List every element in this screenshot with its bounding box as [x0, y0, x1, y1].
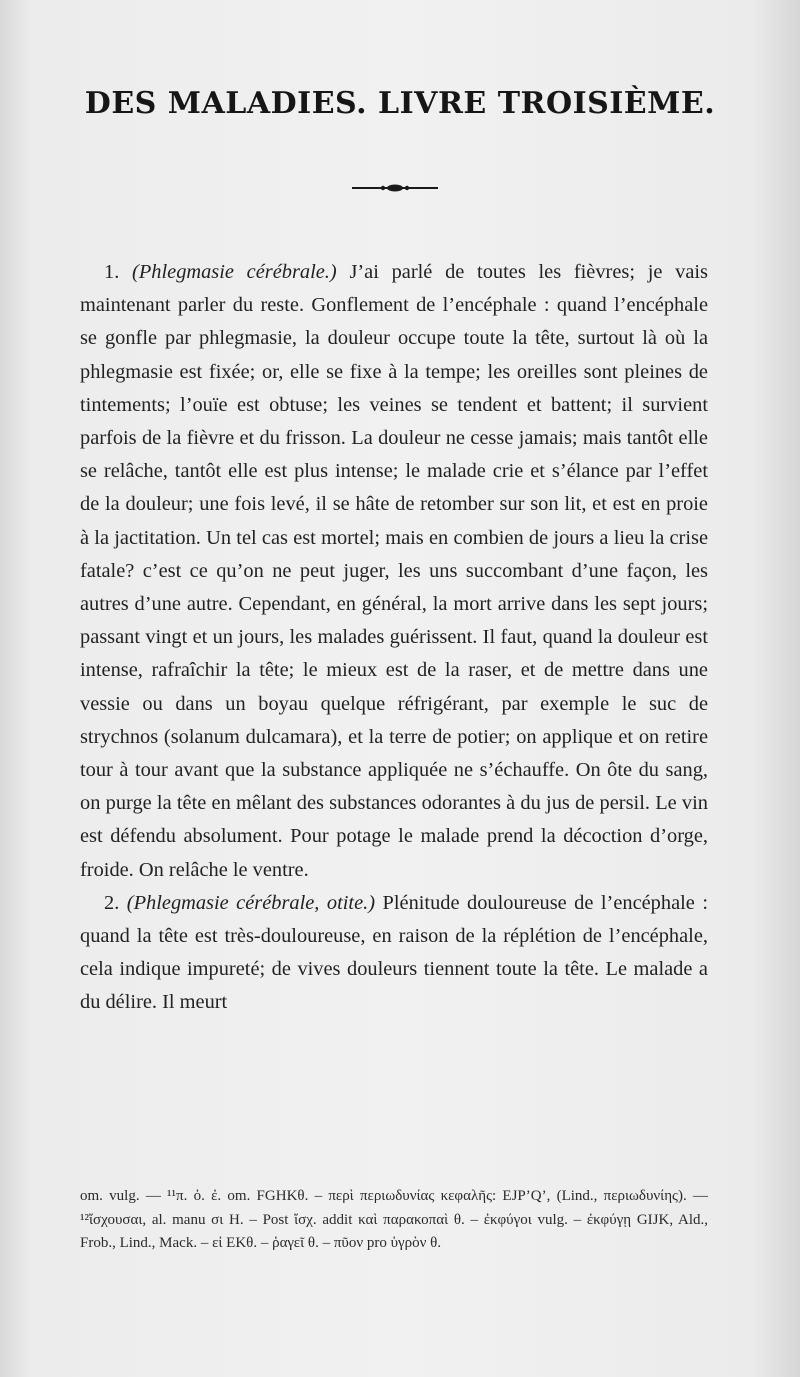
- ornament-divider-icon: [350, 180, 440, 196]
- paragraph-number: 1.: [104, 261, 120, 283]
- main-text: [80, 256, 708, 1020]
- running-header-title: DES MALADIES. LIVRE TROISIÈME.: [84, 86, 716, 121]
- paragraph-body: Plénitude douloureuse de l’encéphale : quand la tête est très-douloureuse, en raison de la réplétion de l’encéphale, cela indique impureté; de vives douleurs tiennent toute la tête. Le malade a du délire. Il meurt: [80, 891, 708, 1014]
- paragraph-heading: (Phlegmasie cérébrale.): [132, 261, 337, 283]
- paragraph-body: J’ai parlé de toutes les fièvres; je vais maintenant parler du reste. Gonflement de l’encéphale : quand l’encéphale se gonfle par phlegmasie, la douleur occupe toute la tête, surtout là où la phlegmasie est fixée; or, elle se fixe à la tempe; les oreilles sont pleines de tintements; l’ouïe est obtuse; les veines se tendent et battent; il survient parfois de la fièvre et du frisson. La douleur ne cesse jamais; mais tantôt elle se relâche, tantôt elle est plus intense; le malade crie et s’élance par l’effet de la douleur; une fois levé, il se hâte de retomber sur son lit, et est en proie à la jactitation. Un tel cas est mortel; mais en combien de jours a lieu la crise fatale? c’est ce qu’on ne peut juger, les uns succombant d’une façon, les autres d’une autre. Cependant, en général, la mort arrive dans les sept jours; passant vingt et un jours, les malades guérissent. Il faut, quand la douleur est intense, rafraîchir la tête; le mieux est de la raser, et de mettre dans une vessie ou dans un boyau quelque réfrigérant, par exemple le suc de strychnos (solanum dulcamara), et la terre de potier; on applique et on retire tour à tour avant que la substance appliquée ne s’échauffe. On ôte du sang, on purge la tête en mêlant des substances odorantes à du jus de persil. Le vin est défendu absolument. Pour potage le malade prend la décoction d’orge, froide. On relâche le ventre.: [80, 261, 708, 881]
- paragraph-1: [80, 256, 708, 887]
- footnotes: om. vulg. — ¹¹π. ὀ. ἐ. om. FGHKθ. – περὶ περιωδυνίας κεφαλῆς: EJP’Q’, (Lind., περιωδυνίης). — ¹²ἴσχουσαι, al. manu σι H. – Post ἴσχ. addit καὶ παρακοπαὶ θ. – ἐκφύγοι vulg. – ἐκφύγῃ GIJK, Ald., Frob., Lind., Mack. – εἰ EKθ. – ῥαγεῖ θ. – πῦον pro ὑγρὸν θ.: [80, 1188, 708, 1251]
- paragraph-2: [80, 887, 708, 1020]
- paragraph-number: 2.: [104, 891, 120, 914]
- paragraph-heading: (Phlegmasie cérébrale, otite.): [126, 891, 376, 914]
